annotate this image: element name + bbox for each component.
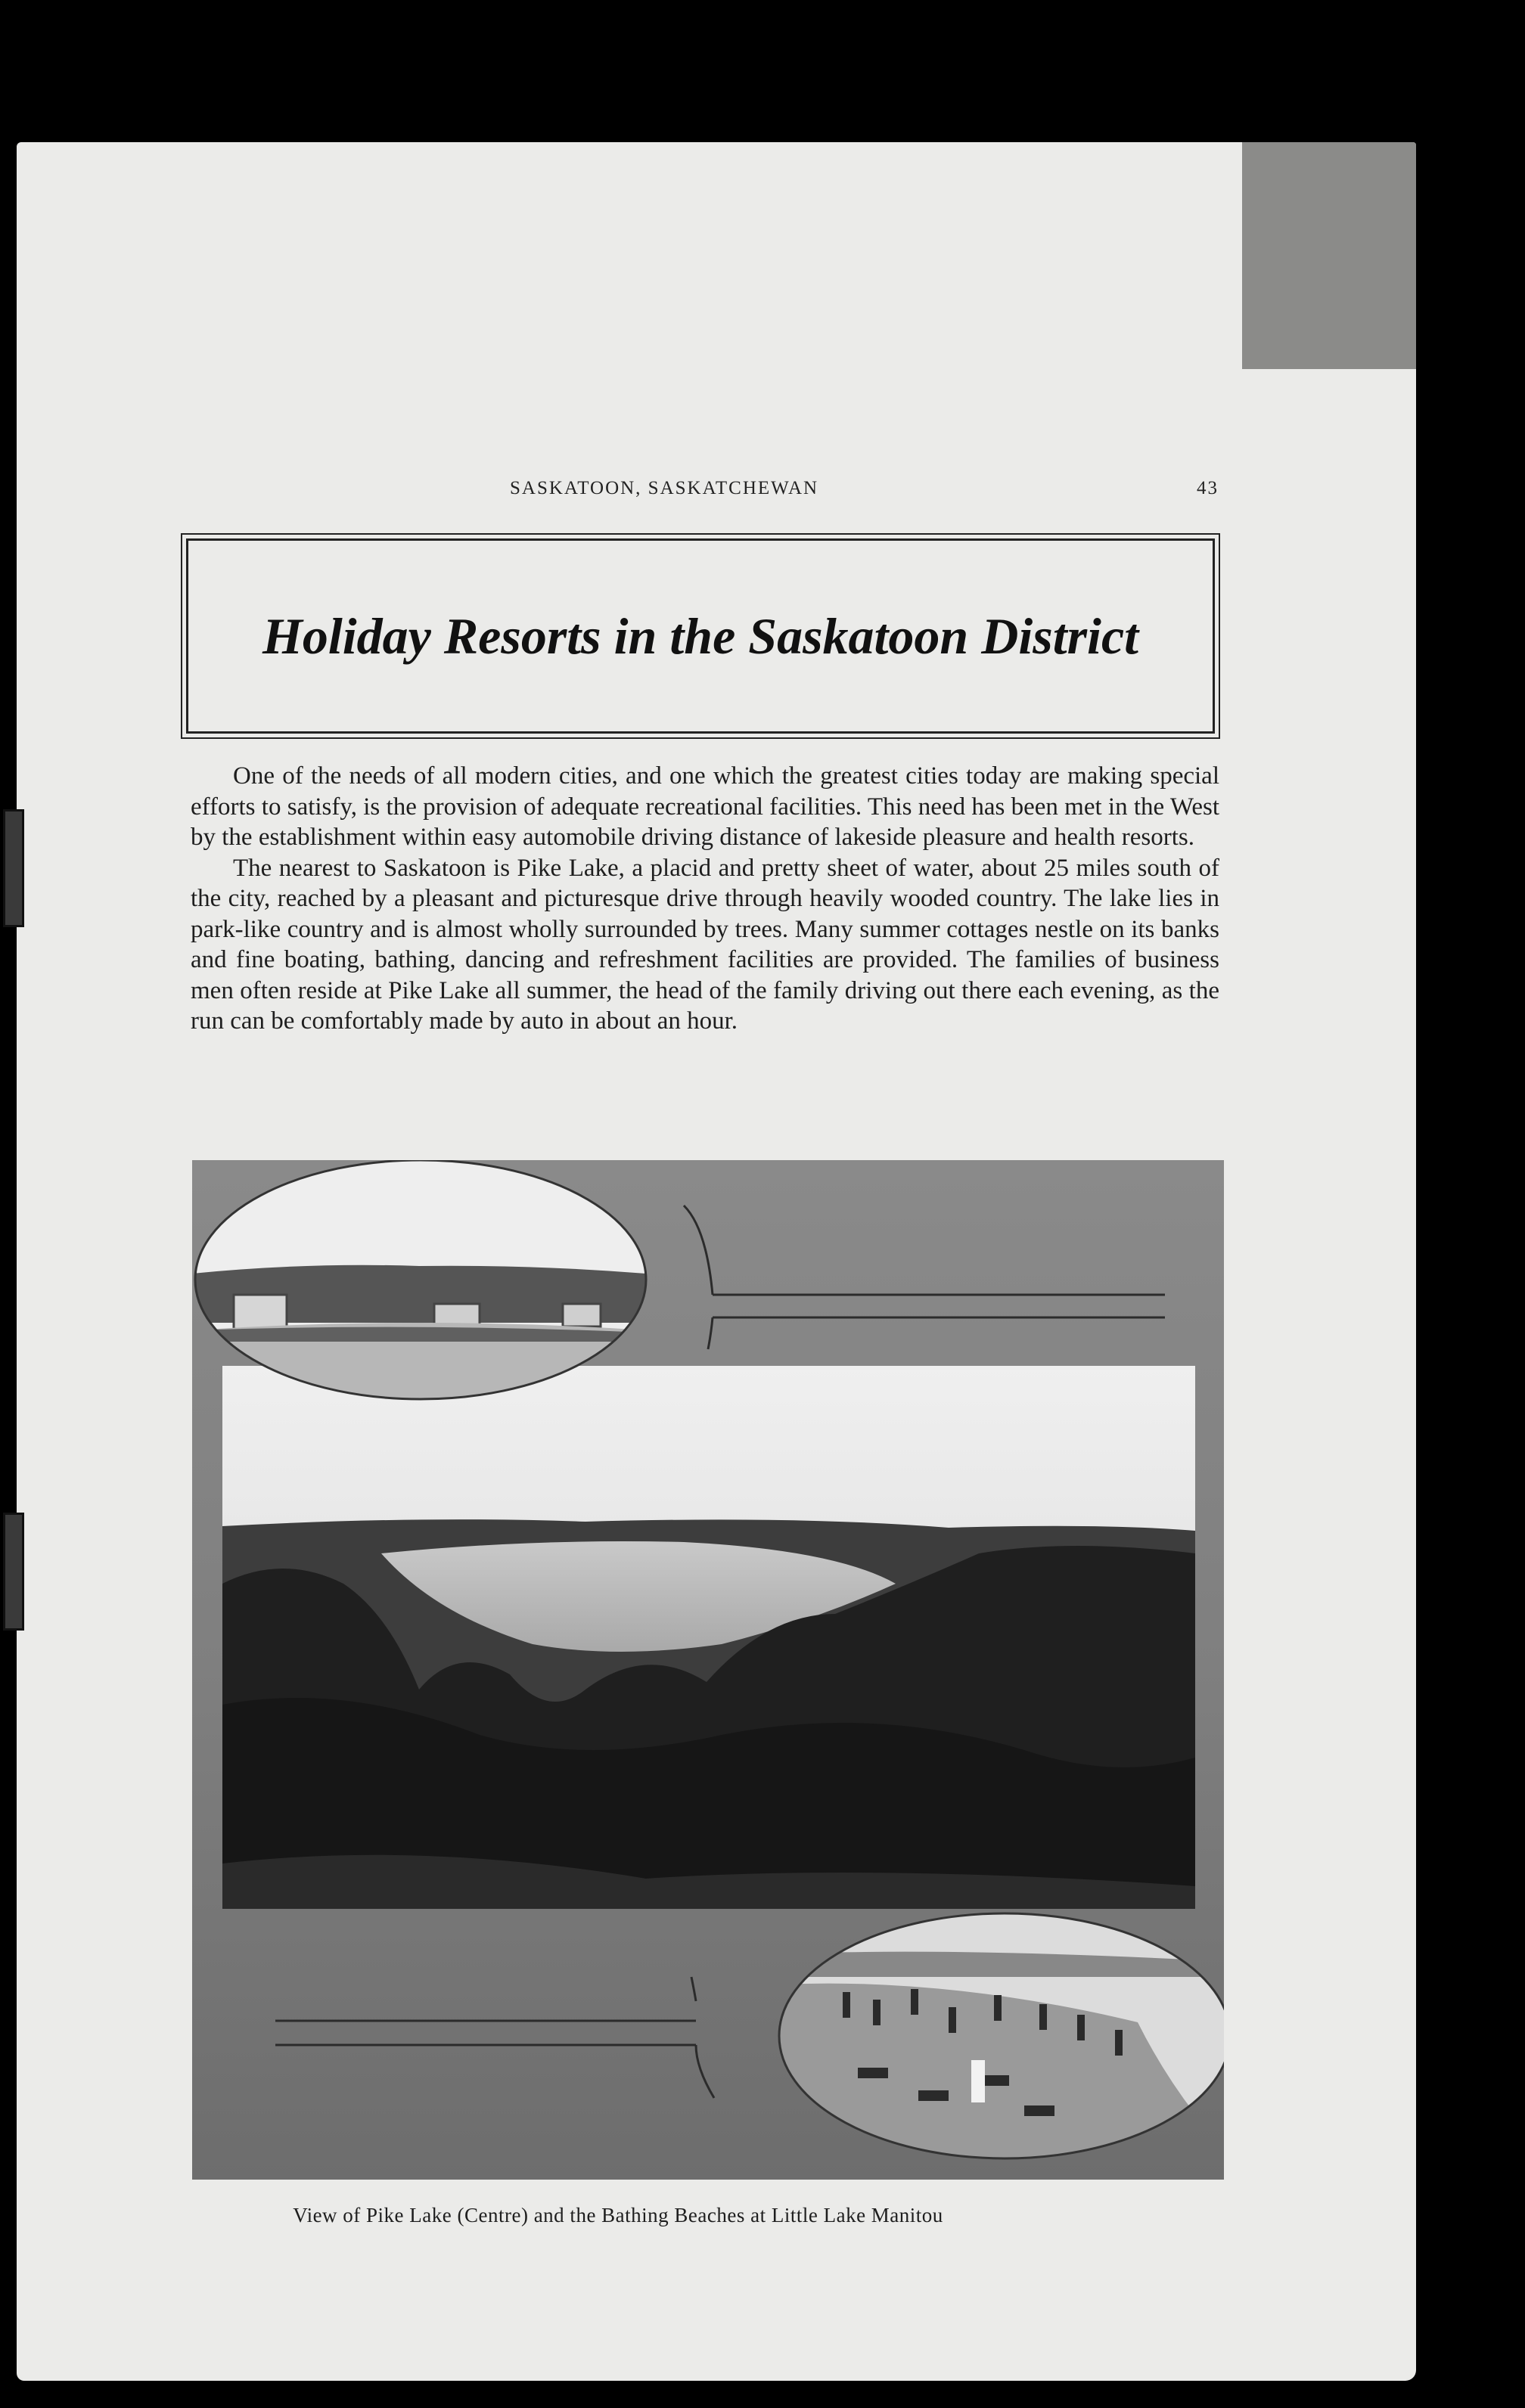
article-title: Holiday Resorts in the Saskatoon District bbox=[262, 607, 1139, 665]
running-head-title: SASKATOON, SASKATCHEWAN bbox=[510, 478, 819, 498]
photo-panel bbox=[192, 1160, 1224, 2180]
title-box bbox=[186, 538, 1215, 734]
article-body bbox=[191, 761, 1219, 1037]
centre-photo-pike-lake bbox=[222, 1366, 1195, 1909]
paragraph-1: One of the needs of all modern cities, and one which the greatest cities today are making special efforts to satisfy, is the provision of adequate recreational facilities. This need has been met in the West by the establishment within easy automobile driving distance of lakeside pleasure and health resorts. bbox=[191, 762, 1219, 851]
photo-caption-text: View of Pike Lake (Centre) and the Bathing Beaches at Little Lake Manitou bbox=[293, 2204, 943, 2226]
photo-collage bbox=[192, 1160, 1224, 2180]
photo-caption bbox=[17, 2204, 1416, 2227]
binding-clip bbox=[3, 1513, 24, 1631]
paragraph-2: The nearest to Saskatoon is Pike Lake, a placid and pretty sheet of water, about 25 miles south of the city, reached by a pleasant and picturesque drive through heavily wooded country. The lake lies in park-like country and is almost wholly surrounded by trees. Many summer cottages nestle on its banks and fine boating, bathing, dancing and refreshment facilities are provided. The families of business men often reside at Pike Lake all summer, the head of the family driving out there each evening, as the run can be comfortably made by auto in about an hour. bbox=[191, 854, 1219, 1035]
book-page bbox=[17, 142, 1416, 2381]
page-number: 43 bbox=[1197, 478, 1219, 498]
binding-clip bbox=[3, 809, 24, 927]
